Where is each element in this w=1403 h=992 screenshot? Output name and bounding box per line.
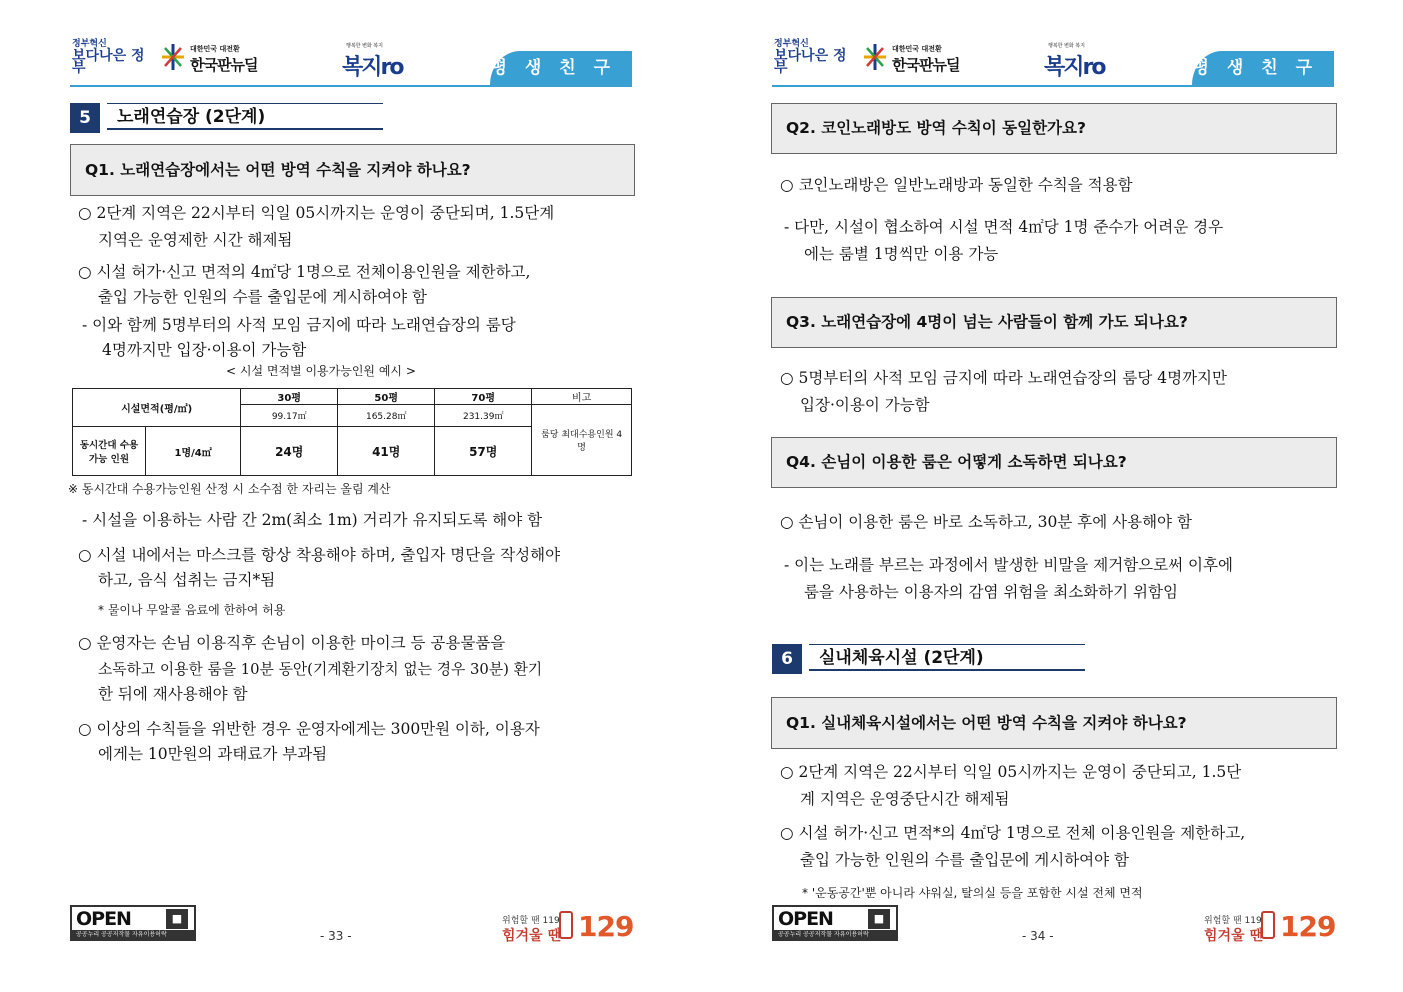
paragraph: ○ 5명부터의 사적 모임 금지에 따라 노래연습장의 룸당 4명까지만 입장·이용이 가능함 <box>780 369 1227 414</box>
section-number: 6 <box>772 644 802 674</box>
attribution-icon: ■ <box>868 909 890 929</box>
paragraph: ○ 2단계 지역은 22시부터 익일 05시까지는 운영이 중단되며, 1.5단계 지역은 운영제한 시간 해제됨 <box>78 204 555 249</box>
paragraph: ○ 2단계 지역은 22시부터 익일 05시까지는 운영이 중단되고, 1.5단 계 지역은 운영중단시간 해제됨 <box>780 763 1242 808</box>
section-number: 5 <box>70 103 100 133</box>
paragraph: - 이와 함께 5명부터의 사적 모임 금지에 따라 노래연습장의 룸당 4명까지만 입장·이용이 가능함 <box>82 316 516 359</box>
paragraph: ○ 시설 허가·신고 면적의 4㎡당 1명으로 전체이용인원을 제한하고, 출입 가능한 인원의 수를 출입문에 게시하여야 함 <box>78 263 531 306</box>
paragraph: ○ 운영자는 손님 이용직후 손님이 이용한 마이크 등 공용물품을 소독하고 이용한 룸을 10분 동안(기계환기장치 없는 경우 30분) 환기 한 뒤에 재사용해야 함 <box>78 634 543 703</box>
paragraph: ○ 코인노래방은 일반노래방과 동일한 수칙을 적용함 <box>780 176 1133 194</box>
page-header <box>772 38 1334 88</box>
paragraph: - 이는 노래를 부르는 과정에서 발생한 비말을 제거함으로써 이후에 룸을 사용하는 이용자의 감염 위험을 최소화하기 위함임 <box>784 556 1233 601</box>
paragraph: ○ 이상의 수칙들을 위반한 경우 운영자에게는 300만원 이하, 이용자 에게는 10만원의 과태료가 부과됨 <box>78 720 540 763</box>
footnote: * '운동공간'뿐 아니라 샤워실, 탈의실 등을 포함한 시설 전체 면적 <box>802 886 1143 900</box>
phone-icon <box>1261 911 1275 939</box>
new-deal-star-icon <box>160 42 186 72</box>
question-box: Q2. 코인노래방도 방역 수칙이 동일한가요? <box>771 103 1337 154</box>
paragraph: ○ 시설 내에서는 마스크를 항상 착용해야 하며, 출입자 명단을 작성해야 하고, 음식 섭취는 금지*됨 <box>78 546 561 589</box>
header-tab: 평 생 친 구 <box>1192 51 1334 85</box>
attribution-icon: ■ <box>166 909 188 929</box>
open-license-badge: OPEN ■ 공공누리 공공저작물 자유이용허락 <box>70 905 196 941</box>
page-footer <box>772 905 1334 945</box>
paragraph: - 시설을 이용하는 사람 간 2m(최소 1m) 거리가 유지되도록 해야 함 <box>82 511 543 529</box>
bokjiro-logo: 행복한 변화 복지 복지ro <box>1044 43 1105 80</box>
page-footer <box>70 905 632 945</box>
question-box: Q3. 노래연습장에 4명이 넘는 사람들이 함께 가도 되나요? <box>771 297 1337 348</box>
page-left <box>0 0 701 992</box>
question-box: Q1. 실내체육시설에서는 어떤 방역 수칙을 지켜야 하나요? <box>771 697 1337 749</box>
header-line <box>772 85 1334 87</box>
open-license-badge: OPEN ■ 공공누리 공공저작물 자유이용허락 <box>772 905 898 941</box>
phone-icon <box>559 911 573 939</box>
page-number: - 34 - <box>1022 929 1054 943</box>
new-deal-star-icon <box>862 42 888 72</box>
paragraph: ○ 시설 허가·신고 면적*의 4㎡당 1명으로 전체 이용인원을 제한하고, 출입 가능한 인원의 수를 출입문에 게시하여야 함 <box>780 824 1246 869</box>
question-box: Q4. 손님이 이용한 룸은 어떻게 소독하면 되나요? <box>771 437 1337 488</box>
table-caption: < 시설 면적별 이용가능인원 예시 > <box>226 364 416 378</box>
question-box: Q1. 노래연습장에서는 어떤 방역 수칙을 지켜야 하나요? <box>70 144 635 196</box>
hotline-129-logo: 위험할 땐 119 힘겨울 땐 129 <box>1204 910 1336 944</box>
korean-new-deal-logo: 대한민국 대전환 한국판뉴딜 <box>862 38 982 78</box>
hotline-129-logo: 위험할 땐 119 힘겨울 땐 129 <box>502 910 634 944</box>
header-line <box>70 85 632 87</box>
paragraph: - 다만, 시설이 협소하여 시설 면적 4㎡당 1명 준수가 어려운 경우 에는 룸별 1명씩만 이용 가능 <box>784 218 1224 263</box>
korean-new-deal-logo: 대한민국 대전환 한국판뉴딜 <box>160 38 280 78</box>
capacity-table: 시설면적(평/㎡) 30평 50평 70평 비고 99.17㎡ 165.28㎡ 231.39㎡ 룸당 최대수용인원 4명 동시간대 수용가능 인원 1명/4㎡ 24명 41명 57명 <box>72 388 632 476</box>
paragraph: ○ 손님이 이용한 룸은 바로 소독하고, 30분 후에 사용해야 함 <box>780 513 1192 531</box>
header-tab: 평 생 친 구 <box>490 51 632 85</box>
table-note: ※ 동시간대 수용가능인원 산정 시 소수점 한 자리는 올림 계산 <box>68 482 391 496</box>
page-right <box>702 0 1403 992</box>
page-header <box>70 38 632 88</box>
section-title: 노래연습장 (2단계) <box>107 103 383 130</box>
page-number: - 33 - <box>320 929 352 943</box>
gov-innovation-logo: 정부혁신 보다나은 정부 <box>72 39 145 76</box>
section-title: 실내체육시설 (2단계) <box>809 644 1085 671</box>
gov-innovation-logo: 정부혁신 보다나은 정부 <box>774 39 847 76</box>
footnote: * 물이나 무알콜 음료에 한하여 허용 <box>98 603 286 617</box>
bokjiro-logo: 행복한 변화 복지 복지ro <box>342 43 403 80</box>
